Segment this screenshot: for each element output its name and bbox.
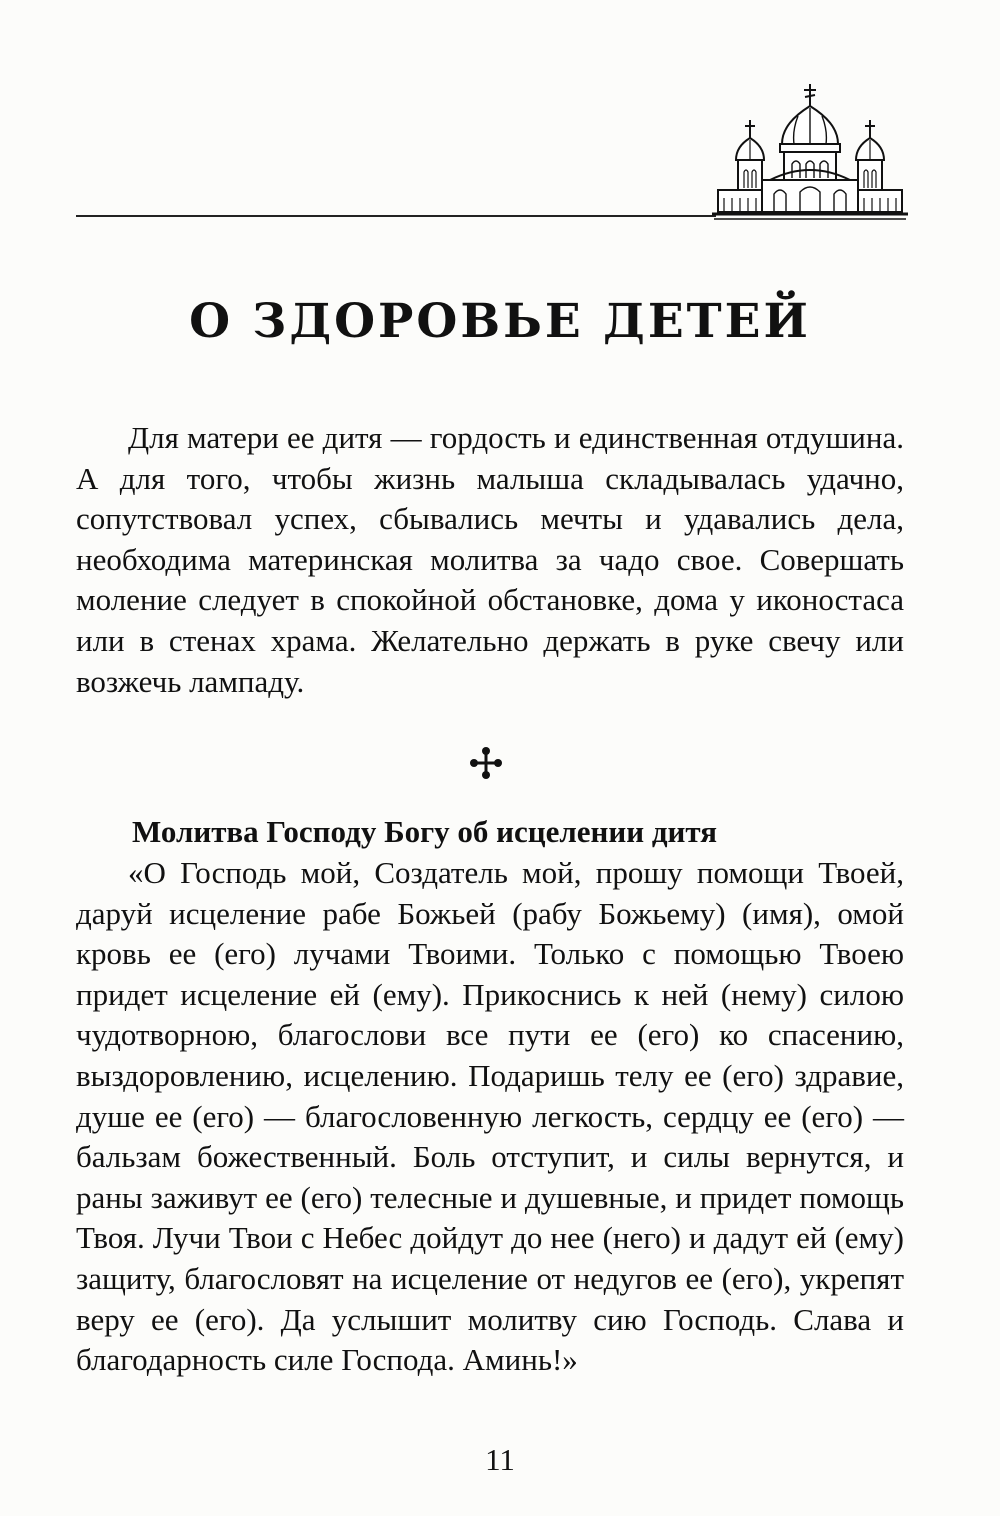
cross-ornament-icon — [468, 745, 504, 781]
page-number: 11 — [485, 1442, 515, 1477]
prayer-title: Молитва Господу Богу об исцелении дитя — [132, 814, 718, 849]
page-title: О ЗДОРОВЬЕ ДЕТЕЙ — [189, 294, 811, 349]
prayer-text: «О Господь мой, Создатель мой, прошу помощи Твоей, даруй исцеление рабе Божьей (рабу Божьему) (имя), омой кровь ее (его) лучами Твоими. Только с помощью Твоею придет исцеление ей (ему). Прикоснись к ней (нему) силою чудотворною, благослови все пути ее (его) ко спасению, выздоровлению, исцелению. Подаришь телу ее (его) здравие, душе ее (его) — благословенную легкость, сердцу ее (его) — бальзам божественный. Боль отступит, и силы вернутся, и раны заживут ее (его) телесные и душевные, и придет помощь Твоя. Лучи Твои с Небес дойдут до нее (него) и дадут ей (ему) защиту, благословят на исцеление от недугов ее (его), укрепят веру ее (его). Да услышит молитву сию Господь. Слава и благодарность силе Господа. Аминь!» — [76, 855, 904, 1378]
cathedral-icon — [710, 80, 910, 222]
intro-paragraph: Для матери ее дитя — гордость и единственная отдушина. А для того, чтобы жизнь малыша складывалась удачно, сопутствовал успех, сбывались мечты и удавались дела, необходима материнская молитва за чадо свое. Совершать моление следует в спокойной обстановке, дома у иконостаса или в стенах храма. Желательно держать в руке свечу или возжечь лампаду. — [76, 420, 904, 699]
header-rule — [76, 215, 716, 217]
